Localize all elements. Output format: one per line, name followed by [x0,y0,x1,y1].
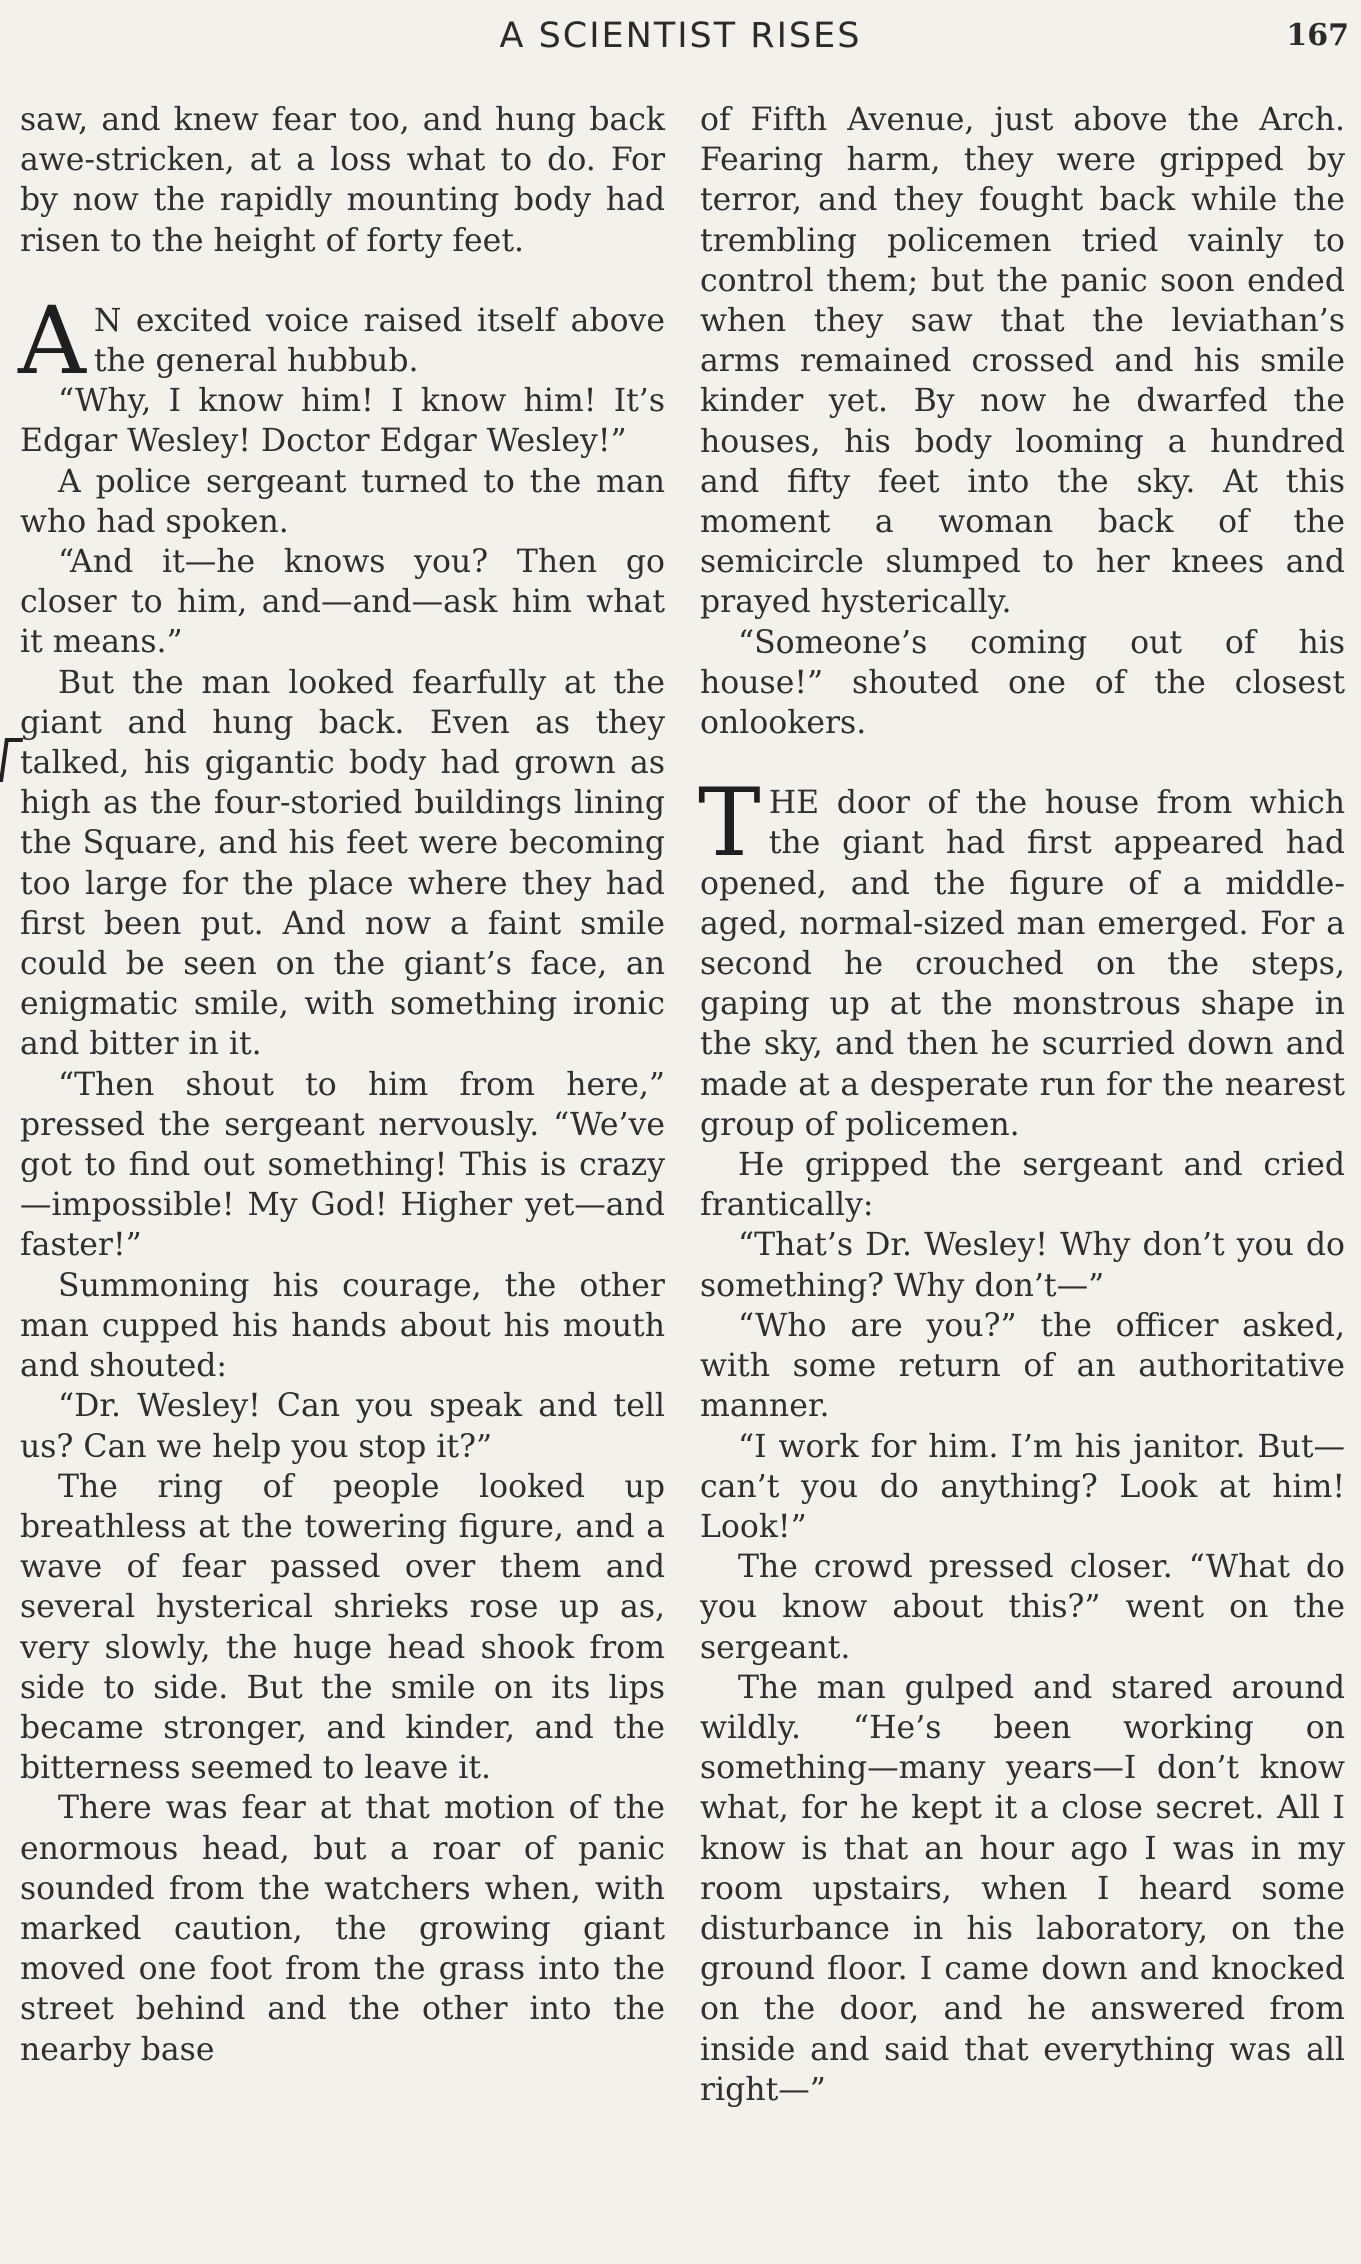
paragraph: Summoning his courage, the other man cupped his hands about his mouth and shouted: [20,1267,665,1385]
paragraph: There was fear at that motion of the enormous head, but a roar of panic sounded from the watchers when, with marked caution, the growing giant moved one foot from the grass into the street behind and the other into the nearby base [20,1790,665,2068]
paragraph: The ring of people looked up breathless at the towering figure, and a wave of fear passed over them and several hysterical shrieks rose up as, very slowly, the huge head shook from side to side. But the smile on its lips became stronger, and kinder, and the bitterness seemed to leave it. [20,1468,665,1787]
page-title: A SCIENTIST RISES [499,16,862,56]
paragraph-text: N excited voice raised itself above the general hubbub. [93,302,665,380]
paragraph: saw, and knew fear too, and hung back awe-stricken, at a loss what to do. For by now the rapidly mounting body had risen to the height of forty feet. [20,102,665,259]
paragraph-text: HE door of the house from which the giant had first appeared had opened, and the figure of a middle-aged, normal-sized man emerged. For a second he crouched on the steps, gaping up at the monstrous shape in the sky, and then he scurried down and made at a desperate run for the nearest group of policemen. [700,785,1345,1143]
paragraph: “Why, I know him! I know him! It’s Edgar Wesley! Doctor Edgar Wesley!” [20,383,665,460]
paragraph: “Someone’s coming out of his house!” shouted one of the closest onlookers. [700,624,1345,742]
paragraph: “And it—he knows you? Then go closer to him, and—and—ask him what it means.” [20,544,665,661]
running-head [0,10,1361,62]
section-opening-paragraph [698,769,1345,1145]
paragraph: “Who are you?” the officer asked, with some return of an authoritative manner. [700,1307,1345,1425]
paragraph: The man gulped and stared around wildly. “He’s been working on something—many years—I don’t know what, for he kept it a close secret. All I know is that an hour ago I was in my room upstairs, when I heard some disturbance in his laboratory, on the ground floor. I came down and knocked on the door, and he answered from inside and said that everything was all right—” [700,1669,1345,2108]
paragraph: “Dr. Wesley! Can you speak and tell us? Can we help you stop it?” [20,1388,665,1465]
right-column [700,100,1345,2110]
paragraph: of Fifth Avenue, just above the Arch. Fearing harm, they were gripped by terror, and they fought back while the trembling policemen tried vainly to control them; but the panic soon ended when they saw that the leviathan’s arms remained crossed and his smile kinder yet. By now he dwarfed the houses, his body looming a hundred and fifty feet into the sky. At this moment a woman back of the semicircle slumped to her knees and prayed hysterically. [700,102,1345,621]
paragraph: “I work for him. I’m his janitor. But—can’t you do anything? Look at him! Look!” [700,1428,1345,1545]
section-opening-paragraph [18,286,665,396]
left-column [20,100,665,2070]
drop-cap: T [698,769,761,879]
paragraph: “That’s Dr. Wesley! Why don’t you do something? Why don’t—” [700,1227,1345,1304]
drop-cap: A [18,286,86,396]
paragraph: “Then shout to him from here,” pressed the sergeant nervously. “We’ve got to find out something! This is crazy—impossible! My God! Higher yet—and faster!” [20,1066,665,1264]
paragraph: He gripped the sergeant and cried frantically: [700,1147,1345,1224]
page-number: 167 [1286,18,1349,53]
paragraph: A police sergeant turned to the man who had spoken. [20,463,665,540]
paragraph: But the man looked fearfully at the giant and hung back. Even as they talked, his gigantic body had grown as high as the four-storied buildings lining the Square, and his feet were becoming too large for the place where they had first been put. And now a faint smile could be seen on the giant’s face, an enigmatic smile, with something ironic and bitter in it. [20,664,665,1063]
paragraph: The crowd pressed closer. “What do you know about this?” went on the sergeant. [700,1549,1345,1666]
